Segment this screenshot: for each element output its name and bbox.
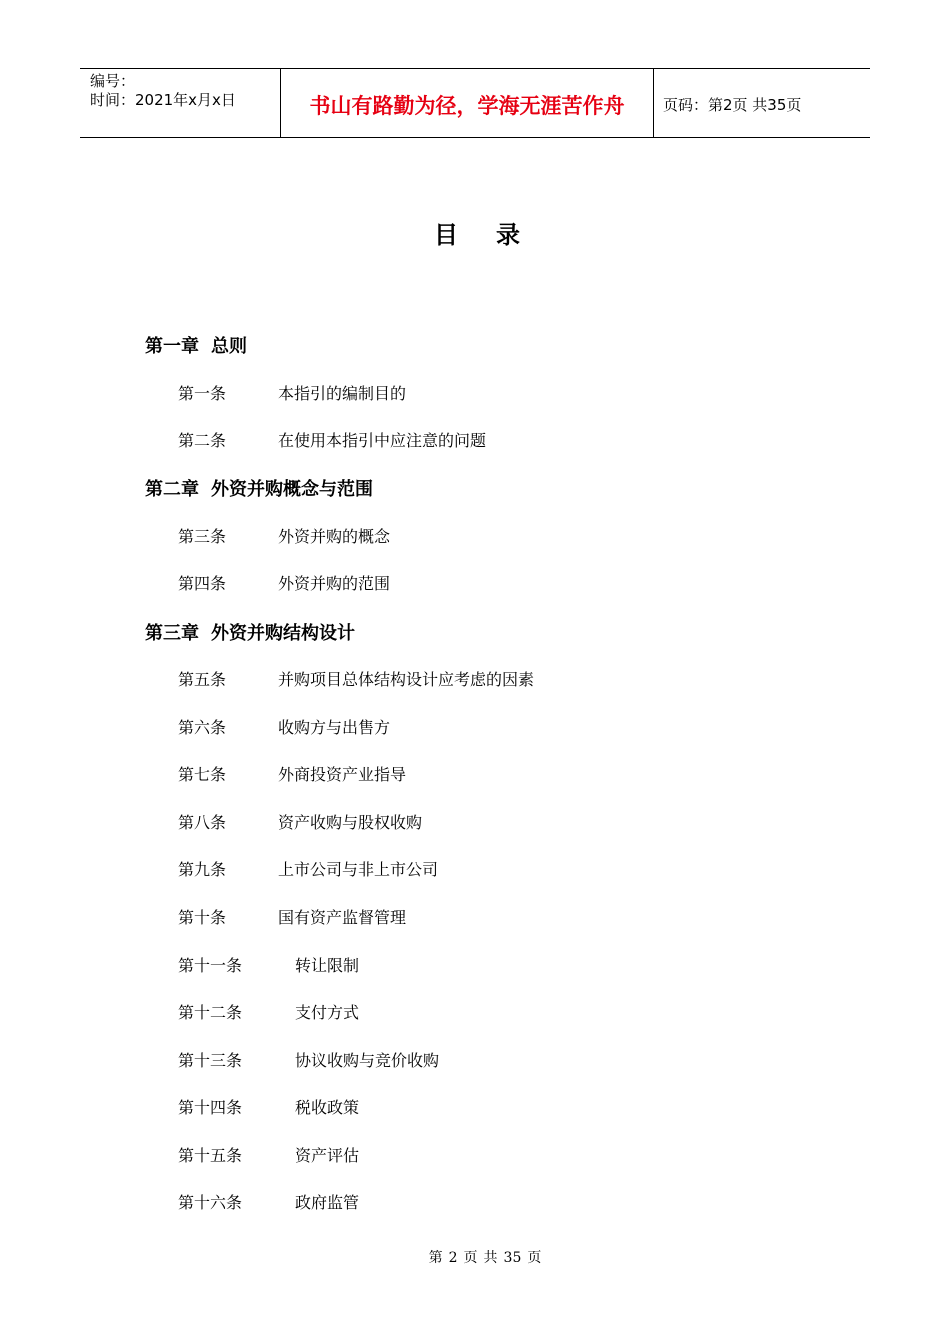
toc-article[interactable] xyxy=(178,1095,359,1118)
article-title: 税收政策 xyxy=(295,1098,360,1117)
toc-title: 目录 xyxy=(434,221,558,249)
toc-chapter[interactable] xyxy=(145,475,373,501)
chapter-number: 第三章 xyxy=(145,623,199,644)
article-title: 收购方与出售方 xyxy=(278,718,391,737)
toc-article[interactable] xyxy=(178,953,359,976)
chapter-title: 外资并购结构设计 xyxy=(211,623,355,644)
article-number: 第六条 xyxy=(178,718,227,737)
article-title: 在使用本指引中应注意的问题 xyxy=(278,431,487,450)
footer-page-num: 2 xyxy=(448,1250,458,1266)
footer-total-word: 页 xyxy=(527,1250,542,1266)
article-number: 第十四条 xyxy=(178,1098,243,1117)
chapter-number: 第一章 xyxy=(145,336,199,357)
serial-label: 编号： xyxy=(90,72,136,90)
article-number: 第十条 xyxy=(178,908,227,927)
article-title: 外资并购的范围 xyxy=(278,574,391,593)
toc-article[interactable] xyxy=(178,1143,359,1166)
chapter-number: 第二章 xyxy=(145,479,199,500)
article-title: 协议收购与竞价收购 xyxy=(295,1051,440,1070)
article-number: 第十三条 xyxy=(178,1051,243,1070)
toc-article[interactable] xyxy=(178,524,390,547)
article-title: 并购项目总体结构设计应考虑的因素 xyxy=(278,670,535,689)
time-label: 时间：2021年x月x日 xyxy=(90,91,236,109)
article-title: 资产评估 xyxy=(295,1146,360,1165)
footer-total-num: 35 xyxy=(503,1250,522,1266)
toc-article[interactable] xyxy=(178,571,390,594)
article-title: 本指引的编制目的 xyxy=(278,384,407,403)
article-number: 第四条 xyxy=(178,574,227,593)
article-number: 第一条 xyxy=(178,384,227,403)
toc-article[interactable] xyxy=(178,810,422,833)
toc-article[interactable] xyxy=(178,1000,359,1023)
article-title: 政府监管 xyxy=(295,1193,360,1212)
article-title: 资产收购与股权收购 xyxy=(278,813,423,832)
article-title: 支付方式 xyxy=(295,1003,360,1022)
header-meta xyxy=(80,69,281,137)
article-number: 第三条 xyxy=(178,527,227,546)
toc-article[interactable] xyxy=(178,762,406,785)
article-number: 第九条 xyxy=(178,860,227,879)
chapter-title: 总则 xyxy=(211,336,247,357)
toc-article[interactable] xyxy=(178,715,390,738)
footer-total-prefix: 共 xyxy=(483,1250,498,1266)
article-number: 第八条 xyxy=(178,813,227,832)
article-number: 第十一条 xyxy=(178,956,243,975)
article-number: 第十五条 xyxy=(178,1146,243,1165)
toc-article[interactable] xyxy=(178,1048,439,1071)
toc-chapter[interactable] xyxy=(145,619,355,645)
article-title: 转让限制 xyxy=(295,956,360,975)
toc-article[interactable] xyxy=(178,667,534,690)
header-motto: 书山有路勤为径，学海无涯苦作舟 xyxy=(281,69,654,137)
article-title: 外资并购的概念 xyxy=(278,527,391,546)
toc-article[interactable] xyxy=(178,428,486,451)
article-title: 上市公司与非上市公司 xyxy=(278,860,439,879)
page-footer xyxy=(0,1247,950,1267)
article-number: 第五条 xyxy=(178,670,227,689)
article-number: 第七条 xyxy=(178,765,227,784)
toc-article[interactable] xyxy=(178,857,438,880)
header-page-info: 页码：第2页 共35页 xyxy=(663,95,802,114)
toc-article[interactable] xyxy=(178,1190,359,1213)
footer-page-word: 页 xyxy=(463,1250,478,1266)
article-number: 第十六条 xyxy=(178,1193,243,1212)
article-number: 第二条 xyxy=(178,431,227,450)
article-number: 第十二条 xyxy=(178,1003,243,1022)
page-header xyxy=(80,68,870,138)
article-title: 国有资产监督管理 xyxy=(278,908,407,927)
footer-page-prefix: 第 xyxy=(428,1250,443,1266)
toc-chapter[interactable] xyxy=(145,332,247,358)
toc-article[interactable] xyxy=(178,381,406,404)
chapter-title: 外资并购概念与范围 xyxy=(211,479,373,500)
article-title: 外商投资产业指导 xyxy=(278,765,407,784)
toc-article[interactable] xyxy=(178,905,406,928)
